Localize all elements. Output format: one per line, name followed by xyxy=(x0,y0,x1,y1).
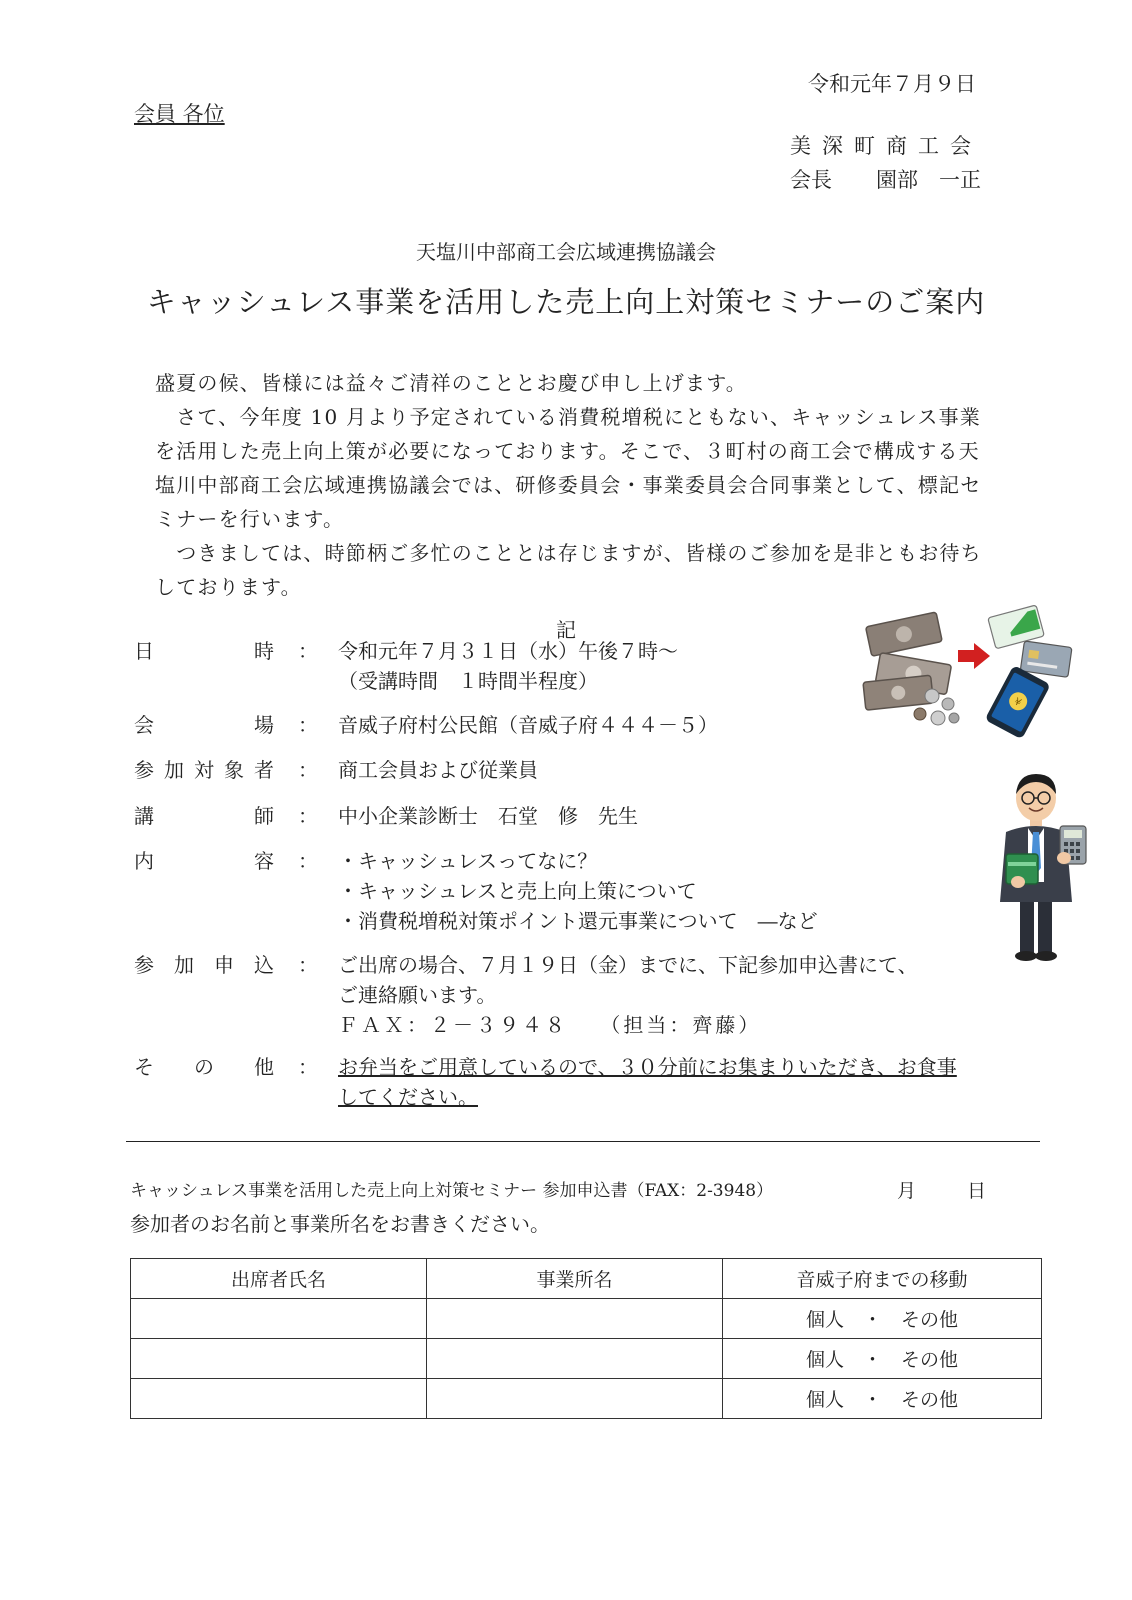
cash-to-cashless-icon xyxy=(860,600,1100,745)
detail-line: お弁当をご用意しているので、３０分前にお集まりいただき、お食事 xyxy=(338,1055,957,1079)
detail-colon: ： xyxy=(298,1055,318,1079)
detail-line: 音威子府村公民館（音威子府４４４－５） xyxy=(338,713,718,737)
detail-line: ・キャッシュレスってなに？ xyxy=(338,849,598,873)
column-header-business: 事業所名 xyxy=(427,1259,723,1299)
detail-colon: ： xyxy=(298,758,318,782)
detail-colon: ： xyxy=(298,953,318,977)
attendee-name-cell[interactable] xyxy=(131,1299,427,1339)
table-row xyxy=(131,1339,1042,1379)
detail-line: してください。 xyxy=(338,1085,478,1109)
detail-label: 参加対象者 xyxy=(134,758,274,782)
attendee-name-cell[interactable] xyxy=(131,1339,427,1379)
detail-value xyxy=(338,846,818,936)
detail-label: 講師 xyxy=(134,804,274,828)
detail-label: 内容 xyxy=(134,849,274,873)
transport-choice-cell[interactable]: 個人 ・ その他 xyxy=(723,1339,1042,1379)
detail-label: 会場 xyxy=(134,713,274,737)
transport-choice-cell[interactable]: 個人 ・ その他 xyxy=(723,1299,1042,1339)
detail-label: 日時 xyxy=(134,639,274,663)
form-day-label: 日 xyxy=(967,1180,987,1202)
page-title: キャッシュレス事業を活用した売上向上対策セミナーのご案内 xyxy=(146,285,986,319)
detail-colon: ： xyxy=(298,639,318,663)
detail-line: （受講時間 １時間半程度） xyxy=(338,669,598,693)
detail-line: ・キャッシュレスと売上向上策について xyxy=(338,879,697,903)
detail-line: 中小企業診断士 石堂 修 先生 xyxy=(338,804,638,828)
form-month-label: 月 xyxy=(897,1180,917,1202)
table-header-row xyxy=(131,1259,1042,1299)
recipient: 会員 各位 xyxy=(134,102,225,126)
chair-title: 会長 xyxy=(790,168,832,192)
chair-name: 園部 一正 xyxy=(876,168,981,192)
detail-line: 令和元年７月３１日（水）午後７時～ xyxy=(338,639,678,663)
table-row xyxy=(131,1299,1042,1339)
form-title: キャッシュレス事業を活用した売上向上対策セミナー 参加申込書（FAX：2-3948） xyxy=(130,1181,774,1201)
detail-value xyxy=(338,801,638,831)
business-name-cell[interactable] xyxy=(427,1339,723,1379)
business-name-cell[interactable] xyxy=(427,1299,723,1339)
detail-line: ご出席の場合、７月１９日（金）までに、下記参加申込書にて、 xyxy=(338,953,918,977)
body-text xyxy=(155,366,995,604)
businessman-with-calculator-icon xyxy=(986,770,1094,965)
detail-value xyxy=(338,950,918,1040)
letter-date: 令和元年７月９日 xyxy=(808,72,976,96)
section-divider xyxy=(126,1141,1040,1142)
purpose-paragraph: さて、今年度 10 月より予定されている消費税増税にともない、キャッシュレス事業を活用した売上向上策が必要になっております。そこで、３町村の商工会で構成する天塩川中部商工会広域連携協議会では、研修委員会・事業委員会合同事業として、標記セミナーを行います。 xyxy=(155,405,982,531)
detail-value xyxy=(338,710,718,740)
column-header-attendee: 出席者氏名 xyxy=(131,1259,427,1299)
detail-value xyxy=(338,755,538,785)
business-name-cell[interactable] xyxy=(427,1379,723,1419)
registration-table xyxy=(130,1258,1042,1419)
transport-choice-cell[interactable]: 個人 ・ その他 xyxy=(723,1379,1042,1419)
ki-heading: 記 xyxy=(556,618,576,642)
table-row xyxy=(131,1379,1042,1419)
detail-label: その他 xyxy=(134,1055,274,1079)
svg-text:¥: ¥ xyxy=(1012,696,1023,709)
detail-line: ・消費税増税対策ポイント還元事業について ―など xyxy=(338,909,818,933)
detail-line: 商工会員および従業員 xyxy=(338,758,538,782)
greeting-paragraph: 盛夏の候、皆様には益々ご清祥のこととお慶び申し上げます。 xyxy=(155,371,747,395)
detail-line: ＦＡＸ：２－３９４８ （担当：齊藤） xyxy=(338,1013,762,1037)
column-header-transport: 音威子府までの移動 xyxy=(723,1259,1042,1299)
detail-colon: ： xyxy=(298,713,318,737)
detail-value xyxy=(338,1052,957,1112)
sender-chair xyxy=(790,164,981,194)
closing-paragraph: つきましては、時節柄ご多忙のこととは存じますが、皆様のご参加を是非ともお待ちしております。 xyxy=(155,541,982,599)
attendee-name-cell[interactable] xyxy=(131,1379,427,1419)
detail-colon: ： xyxy=(298,849,318,873)
form-instruction: 参加者のお名前と事業所名をお書きください。 xyxy=(130,1212,550,1236)
council-name: 天塩川中部商工会広域連携協議会 xyxy=(416,240,716,264)
detail-colon: ： xyxy=(298,804,318,828)
detail-value xyxy=(338,636,678,696)
sender-organization: 美深町商工会 xyxy=(790,134,982,158)
detail-label: 参加申込 xyxy=(134,953,274,977)
detail-line: ご連絡願います。 xyxy=(338,983,497,1007)
